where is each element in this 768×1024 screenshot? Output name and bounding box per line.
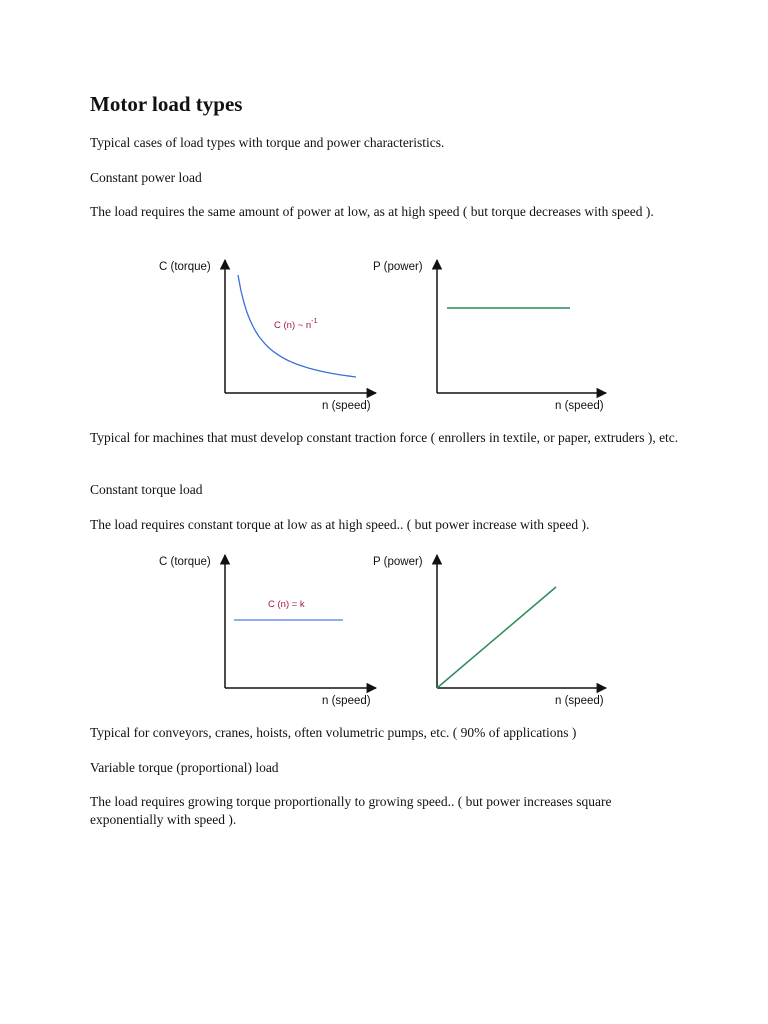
section-description-variable-torque: The load requires growing torque proportionally to growing speed.. ( but power increases square exponentially with speed ). xyxy=(90,794,612,827)
section-heading-variable-torque: Variable torque (proportional) load xyxy=(90,760,279,775)
section-note-constant-torque: Typical for conveyors, cranes, hoists, often volumetric pumps, etc. ( 90% of applications ) xyxy=(90,725,577,740)
y-axis-label: C (torque) xyxy=(159,556,211,568)
section-heading-constant-torque: Constant torque load xyxy=(90,482,203,497)
series-line xyxy=(238,275,356,377)
page-title: Motor load types xyxy=(90,92,243,116)
chart-torque-inverse xyxy=(159,260,376,412)
y-axis-label: C (torque) xyxy=(159,261,211,273)
x-axis-label: n (speed) xyxy=(555,695,604,707)
x-axis-label: n (speed) xyxy=(555,400,604,412)
formula-label: C (n) = k xyxy=(268,599,305,610)
section-note-constant-power: Typical for machines that must develop constant traction force ( enrollers in textile, or paper, extruders ), etc. xyxy=(90,430,679,445)
formula-label: C (n) ~ $n^{-1}$ xyxy=(274,318,318,331)
section-heading-constant-power: Constant power load xyxy=(90,170,202,185)
intro-text: Typical cases of load types with torque and power characteristics. xyxy=(90,135,445,150)
section-description-constant-power: The load requires the same amount of power at low, as at high speed ( but torque decreases with speed ). xyxy=(90,204,654,219)
chart-power-constant xyxy=(373,260,606,412)
chart-torque-constant xyxy=(159,555,376,707)
chart-power-linear xyxy=(373,555,606,707)
x-axis-label: n (speed) xyxy=(322,400,371,412)
series-line xyxy=(437,587,556,688)
x-axis-label: n (speed) xyxy=(322,695,371,707)
section-description-constant-torque: The load requires constant torque at low as at high speed.. ( but power increase with speed ). xyxy=(90,517,590,532)
y-axis-label: P (power) xyxy=(373,261,423,273)
y-axis-label: P (power) xyxy=(373,556,423,568)
